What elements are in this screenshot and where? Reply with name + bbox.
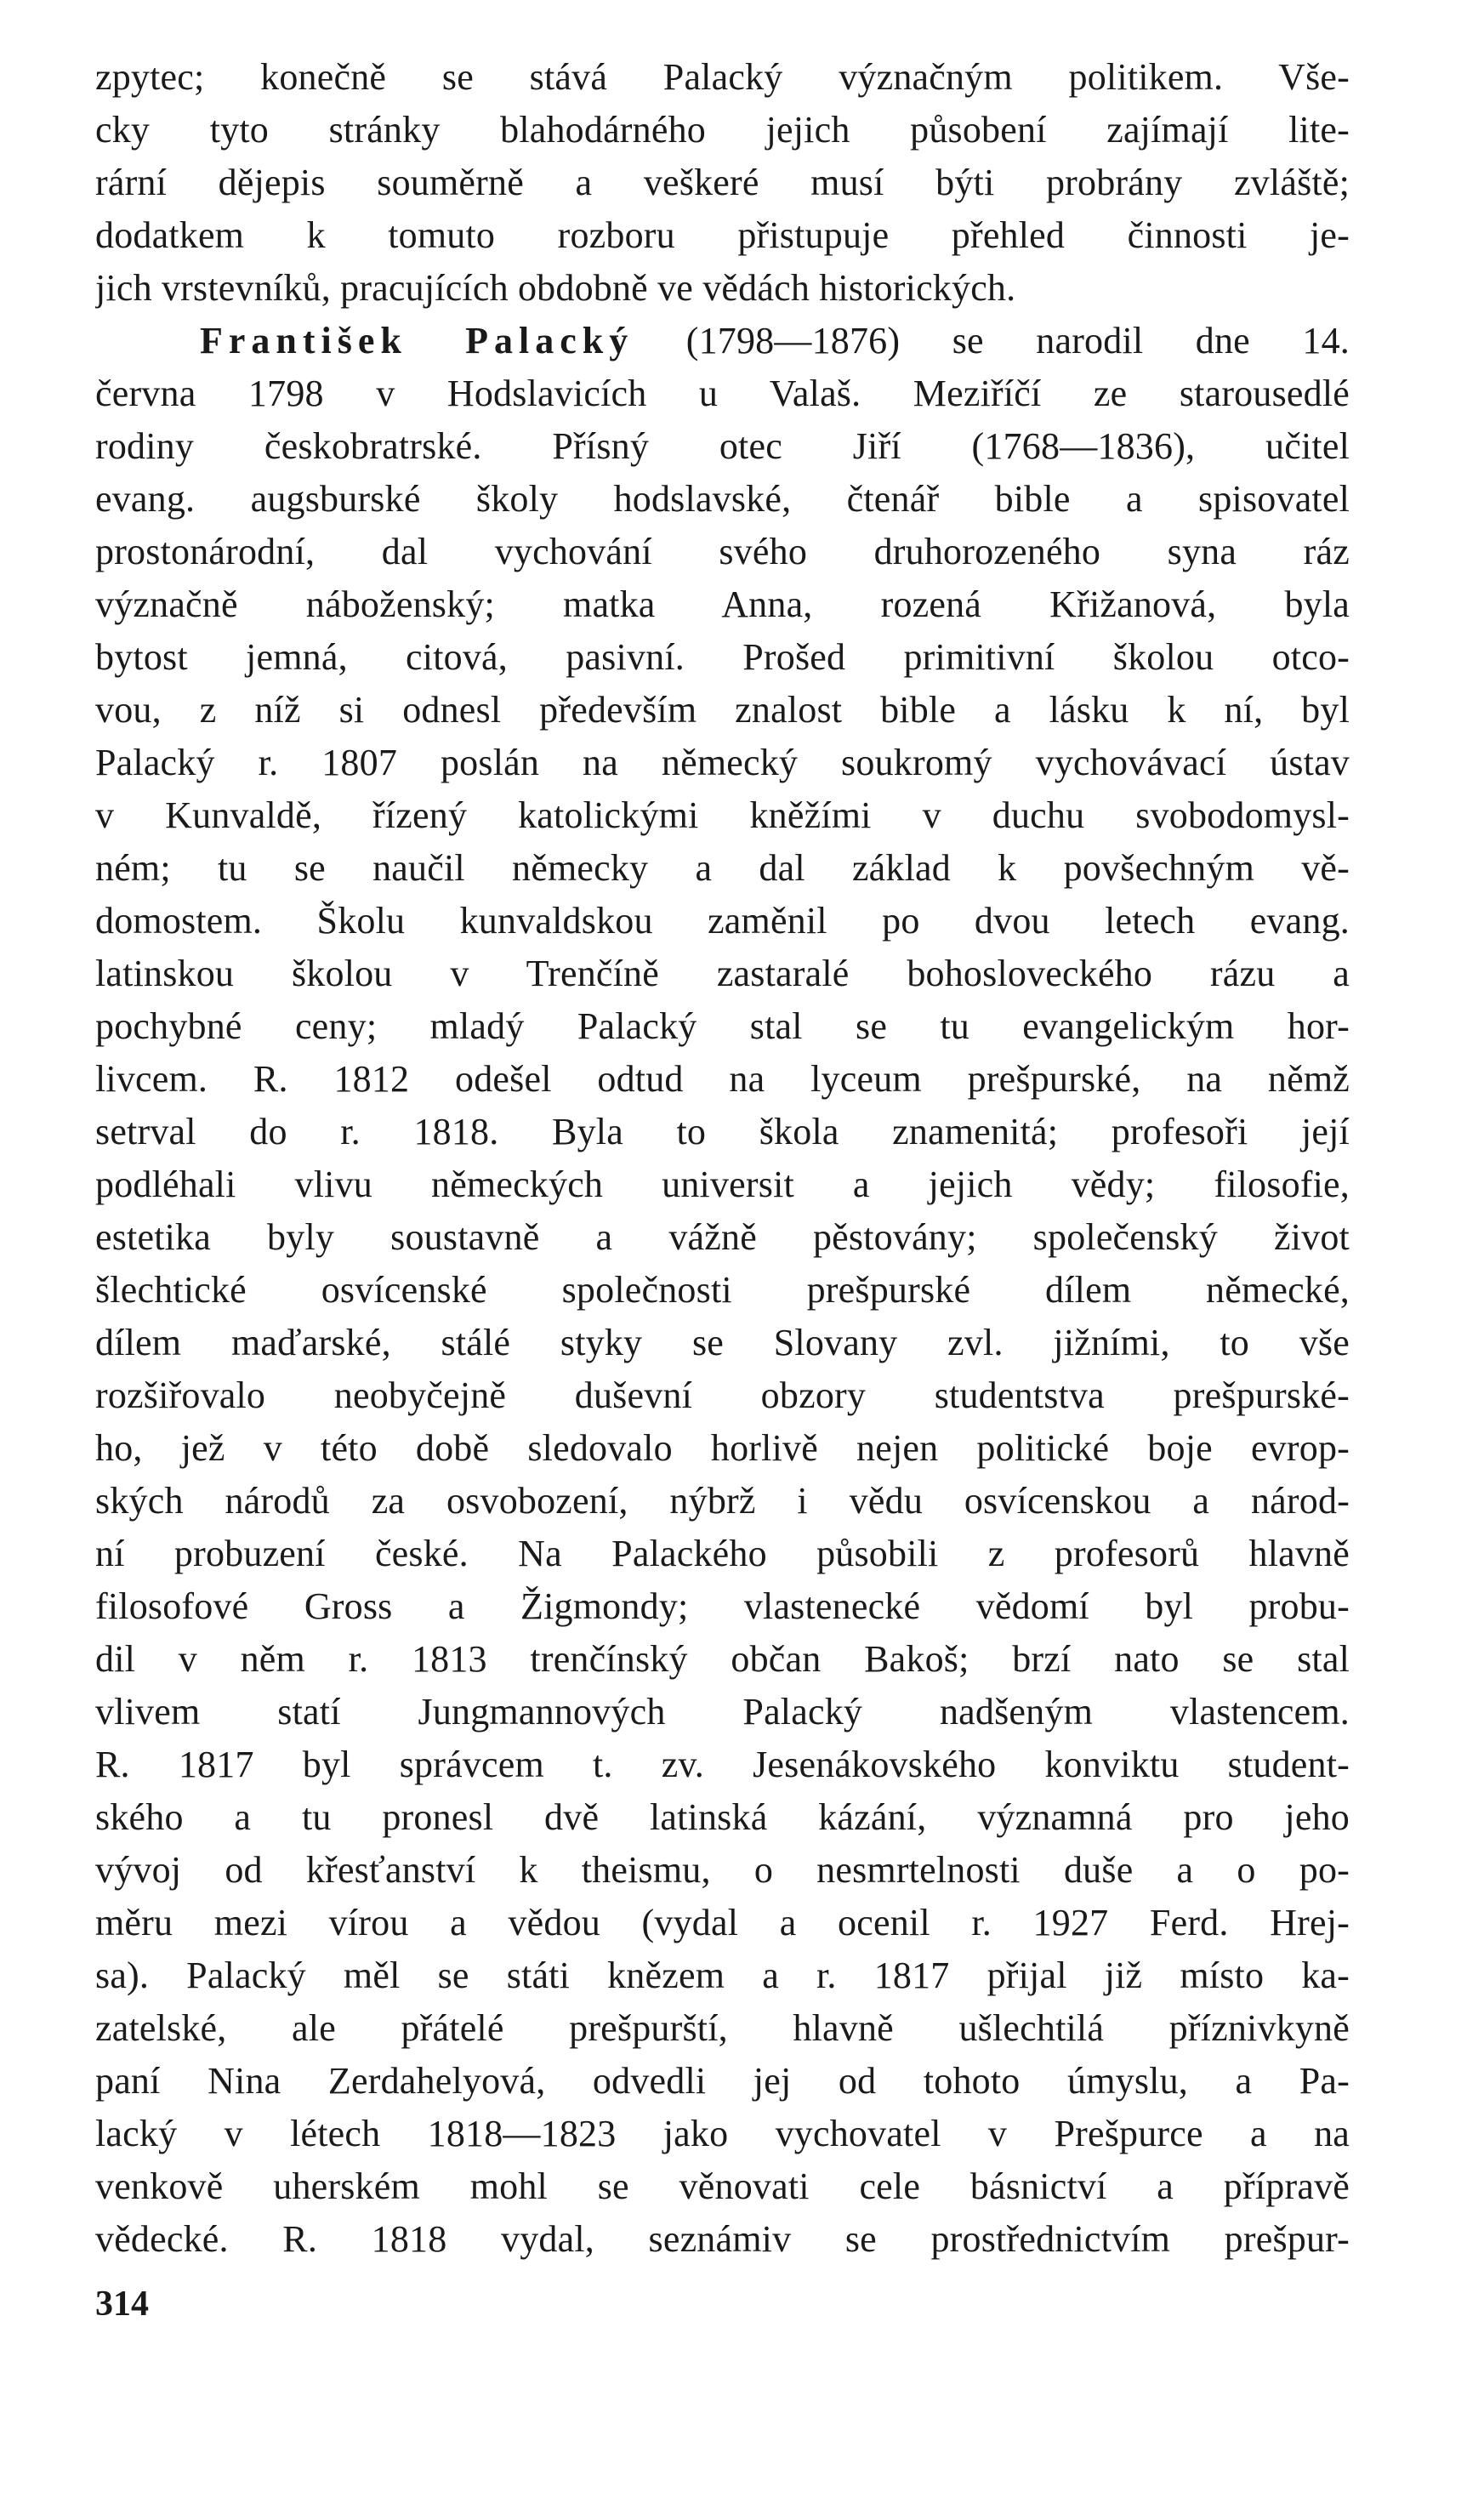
text-line: latinskou školou v Trenčíně zastaralé bohosloveckého rázu a (95, 953, 1350, 994)
text-line: jich vrstevníků, pracujících obdobně ve vědách historických. (95, 267, 1016, 309)
body-text (95, 51, 1350, 2266)
text-line: Palacký r. 1807 poslán na německý soukromý vychovávací ústav (95, 742, 1350, 783)
text-line: ského a tu pronesl dvě latinská kázání, významná pro jeho (95, 1796, 1350, 1838)
text-line: rozšiřovalo neobyčejně duševní obzory studentstva prešpurské- (95, 1374, 1350, 1416)
text-line: ní probuzení české. Na Palackého působili z profesorů hlavně (95, 1533, 1350, 1574)
text-line: vlivem statí Jungmannových Palacký nadšeným vlastencem. (95, 1691, 1350, 1733)
text-line: venkově uherském mohl se věnovati cele básnictví a přípravě (95, 2165, 1350, 2207)
text-line: šlechtické osvícenské společnosti prešpurské dílem německé, (95, 1269, 1350, 1311)
text-line-rest: (1798—1876) se narodil dne 14. (634, 320, 1350, 361)
text-line: prostonárodní, dal vychování svého druhorozeného syna ráz (95, 531, 1350, 572)
page-number: 314 (95, 2285, 149, 2324)
text-line: ho, jež v této době sledovalo horlivě nejen politické boje evrop- (95, 1427, 1350, 1469)
text-line: měru mezi vírou a vědou (vydal a ocenil r. 1927 Ferd. Hrej- (95, 1902, 1350, 1943)
text-line: pochybné ceny; mladý Palacký stal se tu evangelickým hor- (95, 1005, 1350, 1047)
text-line: domostem. Školu kunvaldskou zaměnil po dvou letech evang. (95, 900, 1350, 942)
text-line: filosofové Gross a Žigmondy; vlastenecké vědomí byl probu- (95, 1585, 1350, 1627)
text-line: ném; tu se naučil německy a dal základ k povšechným vě- (95, 847, 1350, 889)
text-line: lacký v létech 1818—1823 jako vychovatel v Prešpurce a na (95, 2113, 1350, 2154)
text-line: dil v něm r. 1813 trenčínský občan Bakoš; brzí nato se stal (95, 1638, 1350, 1680)
person-name: František Palacký (199, 320, 634, 361)
text-line: dodatkem k tomuto rozboru přistupuje přehled činnosti je- (95, 214, 1350, 256)
text-line: cky tyto stránky blahodárného jejich působení zajímají lite- (95, 109, 1350, 151)
text-line: ských národů za osvobození, nýbrž i vědu osvícenskou a národ- (95, 1480, 1350, 1522)
text-line: estetika byly soustavně a vážně pěstovány; společenský život (95, 1216, 1350, 1258)
text-line: zpytec; konečně se stává Palacký význačným politikem. Vše- (95, 56, 1350, 98)
text-line: rární dějepis souměrně a veškeré musí býti probrány zvláště; (95, 162, 1350, 203)
text-line: rodiny českobratrské. Přísný otec Jiří (1768—1836), učitel (95, 425, 1350, 467)
text-line: sa). Palacký měl se státi knězem a r. 1817 přijal již místo ka- (95, 1955, 1350, 1996)
text-line: paní Nina Zerdahelyová, odvedli jej od tohoto úmyslu, a Pa- (95, 2060, 1350, 2102)
text-line: vývoj od křesťanství k theismu, o nesmrtelnosti duše a o po- (95, 1849, 1350, 1891)
text-line: evang. augsburské školy hodslavské, čtenář bible a spisovatel (95, 478, 1350, 520)
text-line: setrval do r. 1818. Byla to škola znamenitá; profesoři její (95, 1111, 1350, 1152)
text-line: R. 1817 byl správcem t. zv. Jesenákovského konviktu student- (95, 1744, 1350, 1785)
text-line: zatelské, ale přátelé prešpurští, hlavně ušlechtilá příznivkyně (95, 2007, 1350, 2049)
text-line: vědecké. R. 1818 vydal, seznámiv se prostřednictvím prešpur- (95, 2218, 1350, 2260)
text-line-with-heading-name (95, 315, 1350, 367)
text-line: vou, z níž si odnesl především znalost bible a lásku k ní, byl (95, 689, 1350, 731)
text-line: v Kunvaldě, řízený katolickými kněžími v duchu svobodomysl- (95, 794, 1350, 836)
text-line: livcem. R. 1812 odešel odtud na lyceum prešpurské, na němž (95, 1058, 1350, 1100)
text-line: bytost jemná, citová, pasivní. Prošed primitivní školou otco- (95, 636, 1350, 678)
text-line: význačně náboženský; matka Anna, rozená Křižanová, byla (95, 583, 1350, 625)
text-line: podléhali vlivu německých universit a jejich vědy; filosofie, (95, 1164, 1350, 1205)
text-line: dílem maďarské, stálé styky se Slovany zvl. jižními, to vše (95, 1322, 1350, 1363)
text-line: června 1798 v Hodslavicích u Valaš. Meziříčí ze starousedlé (95, 373, 1350, 414)
